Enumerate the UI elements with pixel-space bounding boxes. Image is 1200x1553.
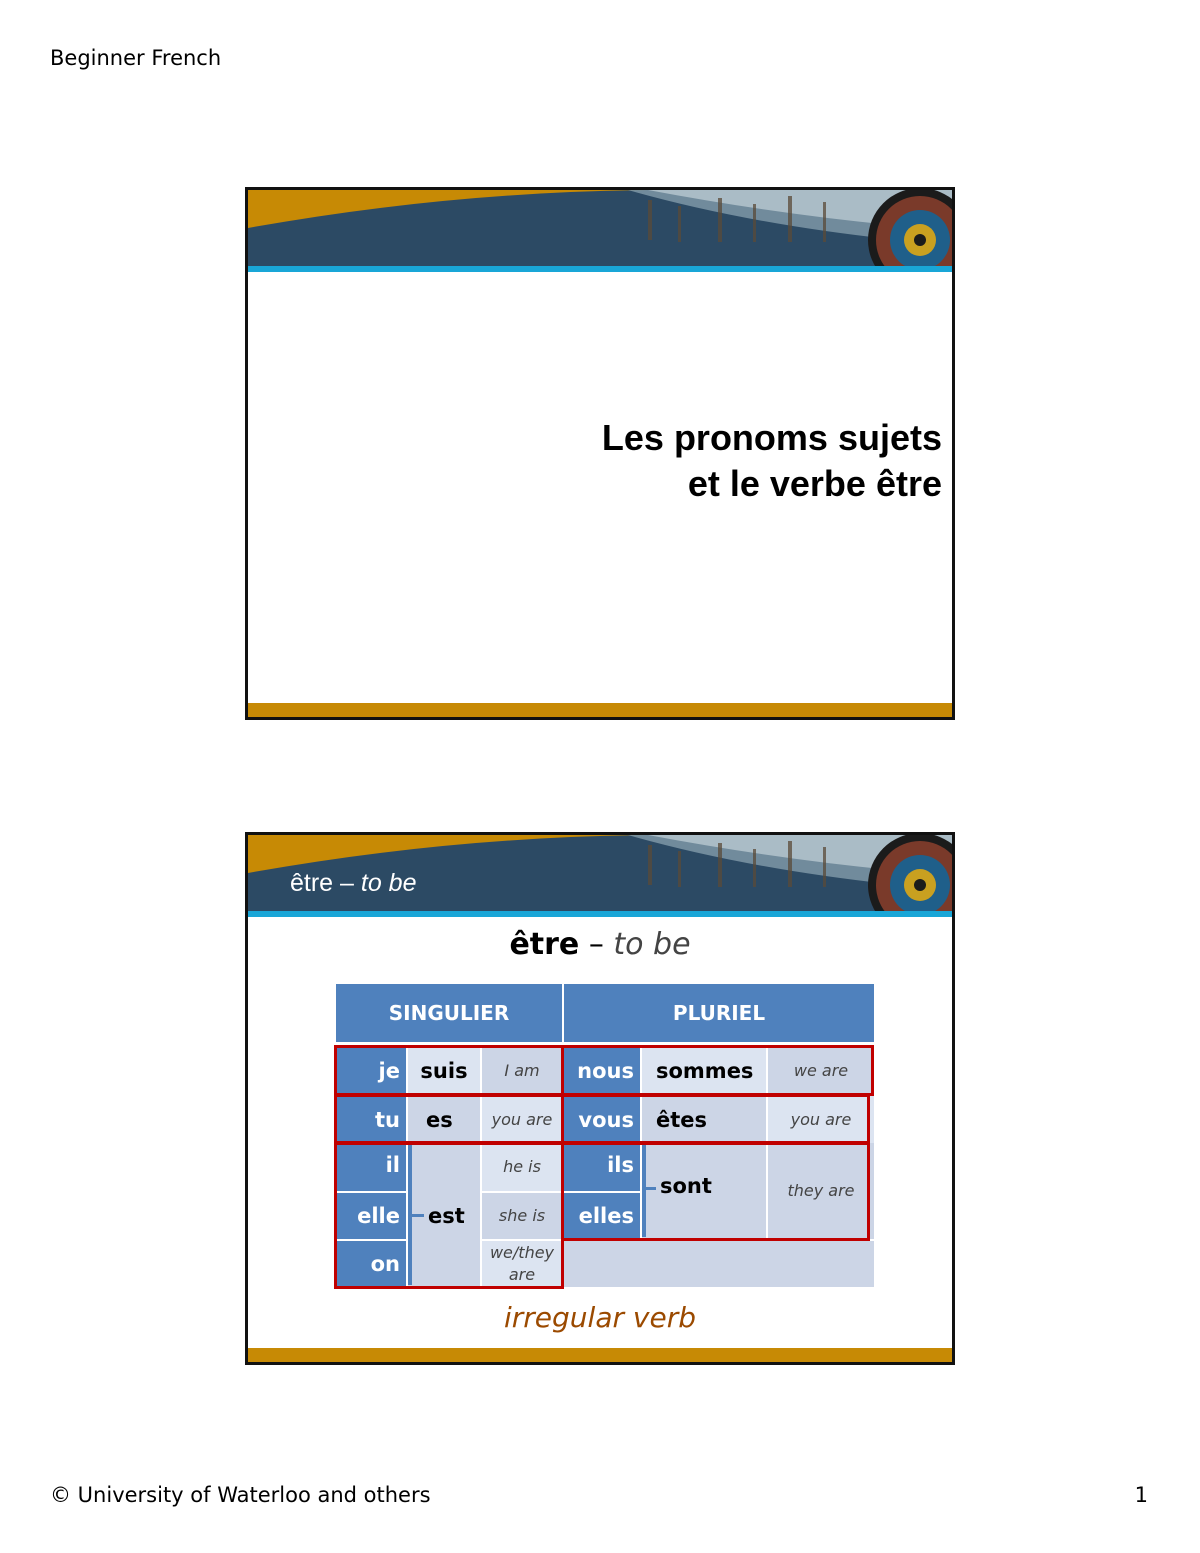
document-header: Beginner French bbox=[50, 46, 222, 70]
english-ils-elles: they are bbox=[768, 1143, 874, 1239]
slide-title-text bbox=[602, 415, 942, 507]
title-line-1: Les pronoms sujets bbox=[601, 417, 942, 458]
banner-title-fr: être bbox=[290, 869, 334, 897]
header-plural: PLURIEL bbox=[564, 984, 874, 1042]
highlight-je bbox=[334, 1045, 564, 1096]
slide-bottom-bar bbox=[248, 703, 952, 717]
accent-line bbox=[248, 266, 952, 272]
english-tu: you are bbox=[482, 1096, 562, 1143]
pronoun-elles: elles bbox=[564, 1193, 640, 1239]
content-title-fr: être bbox=[509, 927, 580, 962]
highlight-vous bbox=[561, 1094, 870, 1145]
content-title bbox=[248, 927, 952, 962]
banner-title bbox=[290, 869, 417, 898]
pronoun-ils: ils bbox=[564, 1143, 640, 1191]
english-on: we/they are bbox=[482, 1241, 562, 1287]
slide-etre bbox=[245, 832, 955, 1365]
content-title-en: to be bbox=[613, 927, 691, 962]
empty-plural-cell bbox=[564, 1241, 874, 1287]
highlight-nous bbox=[561, 1045, 874, 1096]
irregular-verb-note: irregular verb bbox=[504, 1301, 696, 1334]
pronoun-elle: elle bbox=[336, 1193, 406, 1239]
content-title-sep: – bbox=[579, 927, 614, 962]
slide-bottom-bar bbox=[248, 1348, 952, 1362]
english-nous: we are bbox=[768, 1047, 874, 1094]
accent-line bbox=[248, 911, 952, 917]
verb-sommes: sommes bbox=[642, 1047, 766, 1094]
pronoun-nous: nous bbox=[564, 1047, 640, 1094]
pronoun-vous: vous bbox=[564, 1096, 640, 1143]
english-je: I am bbox=[482, 1047, 562, 1094]
banner-title-sep: – bbox=[333, 869, 361, 897]
english-elle: she is bbox=[482, 1193, 562, 1239]
highlight-ils-elles bbox=[561, 1141, 870, 1241]
highlight-tu bbox=[334, 1094, 564, 1145]
slide-banner bbox=[248, 190, 952, 270]
highlight-il-elle-on bbox=[334, 1141, 564, 1289]
slide-title bbox=[245, 187, 955, 720]
title-line-2: et le verbe être bbox=[687, 463, 942, 504]
verb-sont: sont bbox=[660, 1174, 712, 1198]
english-vous: you are bbox=[768, 1096, 874, 1143]
verb-est: est bbox=[428, 1204, 465, 1228]
pronoun-on: on bbox=[336, 1241, 406, 1287]
pronoun-tu: tu bbox=[336, 1096, 406, 1143]
pronoun-il: il bbox=[336, 1143, 406, 1191]
english-il: he is bbox=[482, 1143, 562, 1191]
verb-etes: êtes bbox=[642, 1096, 766, 1143]
pronoun-je: je bbox=[336, 1047, 406, 1094]
copyright-footer: © University of Waterloo and others bbox=[50, 1483, 431, 1507]
page-number: 1 bbox=[1134, 1483, 1148, 1507]
verb-suis: suis bbox=[408, 1047, 480, 1094]
banner-title-en: to be bbox=[360, 869, 417, 897]
verb-es: es bbox=[408, 1096, 480, 1143]
header-singular: SINGULIER bbox=[336, 984, 562, 1042]
